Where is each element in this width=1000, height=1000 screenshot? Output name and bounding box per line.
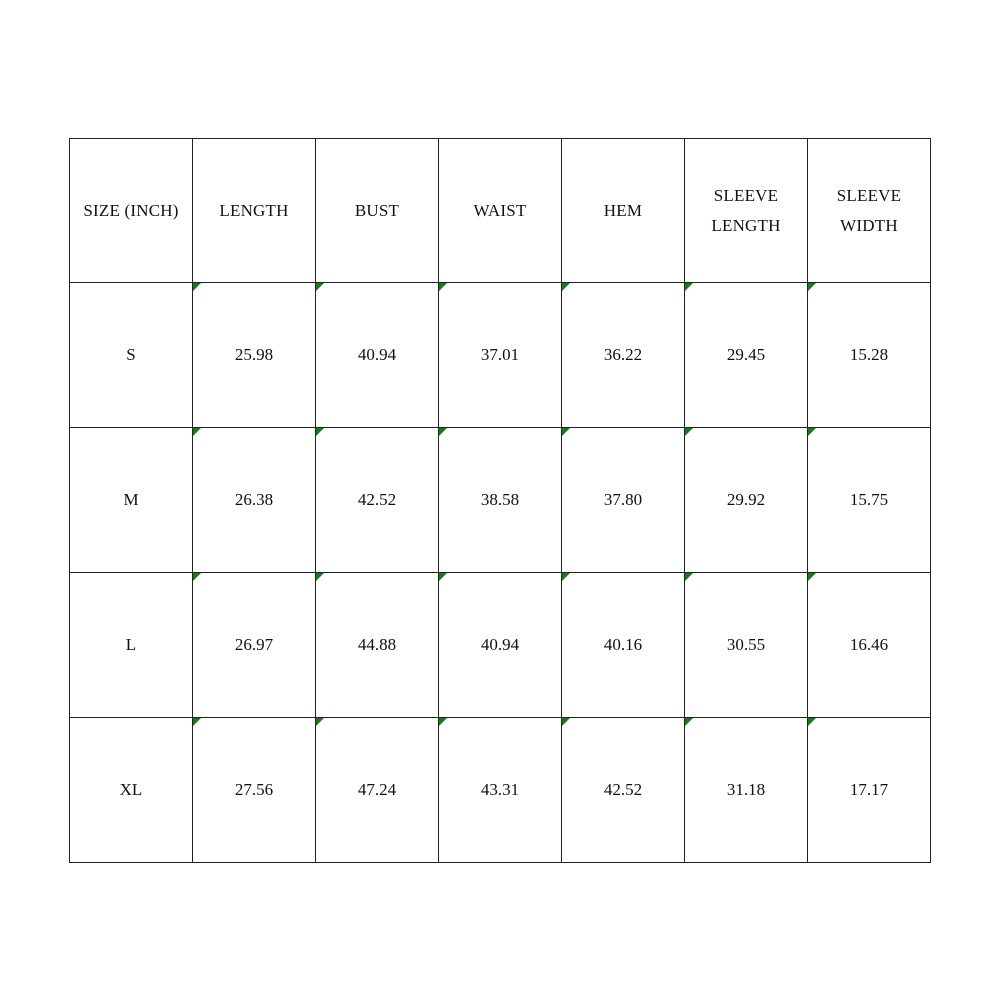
header-hem-label: HEM <box>603 200 643 220</box>
cell-value: 38.58 <box>480 490 520 509</box>
header-sleeve-width-line1: SLEEVE <box>836 185 902 205</box>
hem-cell <box>562 283 685 428</box>
header-waist-label: WAIST <box>473 200 527 220</box>
header-sleeve-length <box>685 139 808 283</box>
waist-cell <box>439 428 562 573</box>
cell-value: 40.16 <box>603 635 643 654</box>
cell-value: 47.24 <box>357 780 397 799</box>
cell-value: 25.98 <box>234 345 274 364</box>
comment-marker-icon <box>439 718 447 726</box>
size-cell: XL <box>70 718 193 863</box>
comment-marker-icon <box>193 718 201 726</box>
comment-marker-icon <box>439 573 447 581</box>
bust-cell <box>316 283 439 428</box>
bust-cell <box>316 428 439 573</box>
hem-cell <box>562 428 685 573</box>
cell-value: 37.01 <box>480 345 520 364</box>
comment-marker-icon <box>316 573 324 581</box>
comment-marker-icon <box>562 573 570 581</box>
cell-value: 17.17 <box>849 780 889 799</box>
size-cell: L <box>70 573 193 718</box>
header-length <box>193 139 316 283</box>
length-cell <box>193 428 316 573</box>
cell-value: 42.52 <box>357 490 397 509</box>
cell-value: 26.97 <box>234 635 274 654</box>
cell-value: 42.52 <box>603 780 643 799</box>
table-row <box>70 283 931 428</box>
header-size-label: SIZE (INCH) <box>83 200 179 220</box>
cell-value: 26.38 <box>234 490 274 509</box>
cell-value: 27.56 <box>234 780 274 799</box>
comment-marker-icon <box>685 718 693 726</box>
header-sleeve-width <box>808 139 931 283</box>
comment-marker-icon <box>439 283 447 291</box>
comment-marker-icon <box>685 428 693 436</box>
table-row <box>70 428 931 573</box>
comment-marker-icon <box>562 428 570 436</box>
waist-cell <box>439 718 562 863</box>
cell-value: 31.18 <box>726 780 766 799</box>
header-sleeve-width-line2: WIDTH <box>840 215 898 235</box>
comment-marker-icon <box>562 718 570 726</box>
sleeve-width-cell <box>808 283 931 428</box>
hem-cell <box>562 573 685 718</box>
size-cell: M <box>70 428 193 573</box>
comment-marker-icon <box>808 283 816 291</box>
cell-value: 44.88 <box>357 635 397 654</box>
cell-value: 29.92 <box>726 490 766 509</box>
comment-marker-icon <box>316 428 324 436</box>
cell-value: 15.28 <box>849 345 889 364</box>
cell-value: 36.22 <box>603 345 643 364</box>
comment-marker-icon <box>685 573 693 581</box>
cell-value: 15.75 <box>849 490 889 509</box>
comment-marker-icon <box>808 718 816 726</box>
comment-marker-icon <box>808 428 816 436</box>
comment-marker-icon <box>193 573 201 581</box>
comment-marker-icon <box>562 283 570 291</box>
header-hem <box>562 139 685 283</box>
length-cell <box>193 718 316 863</box>
bust-cell <box>316 573 439 718</box>
sleeve-length-cell <box>685 573 808 718</box>
header-size <box>70 139 193 283</box>
sleeve-width-cell <box>808 718 931 863</box>
cell-value: 30.55 <box>726 635 766 654</box>
comment-marker-icon <box>316 283 324 291</box>
header-row <box>70 139 931 283</box>
hem-cell <box>562 718 685 863</box>
header-bust-label: BUST <box>354 200 400 220</box>
size-cell: S <box>70 283 193 428</box>
cell-value: 40.94 <box>480 635 520 654</box>
table-row <box>70 573 931 718</box>
sleeve-length-cell <box>685 428 808 573</box>
sleeve-length-cell <box>685 283 808 428</box>
header-sleeve-length-line2: LENGTH <box>711 215 781 235</box>
sleeve-length-cell <box>685 718 808 863</box>
cell-value: 29.45 <box>726 345 766 364</box>
bust-cell <box>316 718 439 863</box>
comment-marker-icon <box>439 428 447 436</box>
cell-value: 37.80 <box>603 490 643 509</box>
header-sleeve-length-line1: SLEEVE <box>713 185 779 205</box>
length-cell <box>193 573 316 718</box>
table-row <box>70 718 931 863</box>
cell-value: 16.46 <box>849 635 889 654</box>
size-chart-table <box>69 138 931 863</box>
comment-marker-icon <box>193 283 201 291</box>
comment-marker-icon <box>193 428 201 436</box>
header-bust <box>316 139 439 283</box>
comment-marker-icon <box>685 283 693 291</box>
cell-value: 43.31 <box>480 780 520 799</box>
waist-cell <box>439 283 562 428</box>
cell-value: 40.94 <box>357 345 397 364</box>
waist-cell <box>439 573 562 718</box>
comment-marker-icon <box>808 573 816 581</box>
comment-marker-icon <box>316 718 324 726</box>
sleeve-width-cell <box>808 573 931 718</box>
sleeve-width-cell <box>808 428 931 573</box>
header-length-label: LENGTH <box>219 200 289 220</box>
header-waist <box>439 139 562 283</box>
length-cell <box>193 283 316 428</box>
